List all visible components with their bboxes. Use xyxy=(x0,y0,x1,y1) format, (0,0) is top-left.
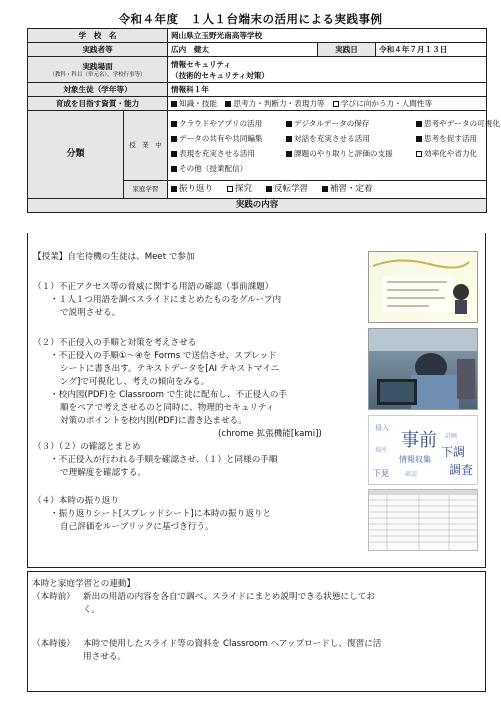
during-options xyxy=(168,111,500,181)
home-options xyxy=(168,181,487,199)
step-4-title: （４）本時の振り返り xyxy=(33,496,119,506)
option-label: 知識・技能 xyxy=(179,99,217,108)
option-label: 反転学習 xyxy=(274,184,309,194)
during-option-visualize[interactable] xyxy=(416,118,500,129)
step-2-line: シートに書き出す。テキストデータを[AI テキストマイニ xyxy=(60,364,280,374)
checkbox-icon xyxy=(322,186,328,192)
checkbox-icon xyxy=(286,121,292,127)
date-label: 実践日 xyxy=(318,43,376,57)
lesson-intro: 【授業】自宅待機の生徒は、Meet で参加 xyxy=(33,252,195,262)
word-cloud-word: 侵入 xyxy=(375,424,389,432)
option-label: 対話を充実させる活用 xyxy=(294,133,370,143)
option-label: 思考力・判断力・表現力等 xyxy=(233,99,325,108)
option-label: クラウドやアプリの活用 xyxy=(179,118,263,128)
scene-value-2: （技術的セキュリティ対策） xyxy=(171,70,269,80)
during-option-other[interactable] xyxy=(171,163,280,174)
info-table xyxy=(27,28,500,213)
practitioner-label: 実践者等 xyxy=(28,43,168,57)
checkbox-icon xyxy=(171,166,177,172)
checkbox-icon xyxy=(416,151,422,157)
word-cloud-word: 下見 xyxy=(373,469,389,478)
option-label: 探究 xyxy=(235,184,253,194)
checkbox-icon xyxy=(171,101,177,107)
option-label: データの共有や共同編集 xyxy=(179,133,263,143)
option-label: 学びに向かう力・人間性等 xyxy=(340,99,433,108)
checkbox-icon xyxy=(416,121,422,127)
home-option-inquiry[interactable] xyxy=(227,184,252,195)
during-option-assessment[interactable] xyxy=(286,148,410,159)
step-3-title: （３）（２）の確認とまとめ xyxy=(33,442,141,452)
word-cloud-word: 事前 xyxy=(401,430,437,451)
word-cloud-image xyxy=(368,415,478,485)
option-label: 補習・定着 xyxy=(330,184,373,194)
checkbox-icon xyxy=(171,186,177,192)
checkbox-icon xyxy=(266,186,272,192)
slide-image xyxy=(368,251,478,323)
step-4-line: 自己評価をルーブリックに基づき行う。 xyxy=(60,522,214,532)
scene-label-cell xyxy=(28,57,168,83)
after-text-line: 用させる。 xyxy=(83,652,126,662)
checkbox-icon xyxy=(171,151,177,157)
during-option-efficiency[interactable] xyxy=(416,148,500,159)
step-3-line: ・不正侵入が行われる手順を確認させ、（１）と同様の手順 xyxy=(50,455,278,465)
scene-label: 実践場面 xyxy=(82,61,113,71)
word-cloud-word: 場所 xyxy=(375,447,388,454)
before-label: （本時前） xyxy=(32,592,75,602)
option-label: その他（授業配信） xyxy=(179,163,248,173)
scene-value-cell xyxy=(168,57,487,83)
step-3-line: で理解度を確認する。 xyxy=(60,468,146,478)
checkbox-icon xyxy=(416,136,422,142)
checkbox-icon xyxy=(286,136,292,142)
checkbox-icon xyxy=(286,151,292,157)
before-text-line: 新出の用語の内容を各自で調べ、スライドにまとめ説明できる状態にしてお xyxy=(83,592,375,602)
checkbox-icon xyxy=(225,101,231,107)
home-option-review[interactable] xyxy=(171,184,213,195)
home-learning-link-section xyxy=(27,571,486,692)
option-label: 表現を充実させる活用 xyxy=(179,148,255,158)
step-4-line: ・振り返りシート[スプレッドシート]に本時の振り返りと xyxy=(50,509,272,519)
word-cloud-word: 計画 xyxy=(445,433,458,440)
during-option-share[interactable] xyxy=(171,133,280,144)
option-label: 振り返り xyxy=(179,184,214,194)
step-2-line: ング]で可視化し、考えの傾向をみる。 xyxy=(60,377,210,387)
followup-header: 本時と家庭学習との連動】 xyxy=(32,579,136,589)
during-option-dialogue[interactable] xyxy=(286,133,410,144)
ability-options xyxy=(168,97,487,111)
during-option-cloud[interactable] xyxy=(171,118,280,129)
spreadsheet-image xyxy=(368,489,478,551)
after-label: （本時後） xyxy=(32,639,75,649)
target-value: 情報科１年 xyxy=(168,83,487,97)
after-text-line: 本時で使用したスライド等の資料を Classroom へアップロードし、復習に活 xyxy=(83,639,382,649)
during-option-expression[interactable] xyxy=(171,148,280,159)
ability-knowledge-option[interactable] xyxy=(171,98,217,109)
target-label: 対象生徒（学年等） xyxy=(28,83,168,97)
step-1-line: で説明させる。 xyxy=(60,308,121,318)
checkbox-icon xyxy=(333,101,339,107)
practitioner-value: 広内 健太 xyxy=(168,43,318,57)
classroom-photo xyxy=(368,328,478,410)
option-label: デジタルデータの保存 xyxy=(294,118,370,128)
ability-thinking-option[interactable] xyxy=(225,98,324,109)
option-label: 課題のやり取りと評価の支援 xyxy=(294,148,393,158)
page-title: 令和４年度 １人１台端末の活用による実践事例 xyxy=(118,12,383,26)
word-cloud-word: 調査 xyxy=(449,463,474,477)
step-1-title: （１）不正アクセス等の脅威に関する用語の確認（事前課題） xyxy=(33,282,274,292)
ability-attitude-option[interactable] xyxy=(333,98,432,109)
scene-note: （教科・科目（単元名）、学校行事等） xyxy=(49,71,146,78)
word-cloud-word: 確認 xyxy=(405,471,418,478)
scene-value-1: 情報セキュリティ xyxy=(171,59,231,69)
step-2-line: ・校内図(PDF)を Classroom で生徒に配布し、不正侵入の手 xyxy=(50,390,288,400)
during-option-thinking[interactable] xyxy=(416,133,500,144)
home-option-flipped[interactable] xyxy=(266,184,308,195)
school-label: 学 校 名 xyxy=(28,29,168,43)
checkbox-icon xyxy=(227,186,233,192)
content-body xyxy=(27,233,486,568)
step-2-line: 順をペアで考えさせるのと同時に、物理的セキュリティ xyxy=(60,403,275,413)
class-label: 分類 xyxy=(28,111,124,199)
school-value: 岡山県立玉野光南高等学校 xyxy=(168,29,487,43)
during-option-storage[interactable] xyxy=(286,118,410,129)
before-text-line: く。 xyxy=(83,605,101,615)
option-label: 思考やデータの可視化 xyxy=(424,118,500,128)
option-label: 思考を促す活用 xyxy=(424,133,478,143)
home-option-remedial[interactable] xyxy=(322,184,373,195)
checkbox-icon xyxy=(171,136,177,142)
date-value: 令和４年７月１３日 xyxy=(376,43,487,57)
step-2-line: 対策のポイントを校内図(PDF)に書き込ませる。 xyxy=(60,416,247,426)
word-cloud-word: 下調 xyxy=(441,445,466,459)
checkbox-icon xyxy=(171,121,177,127)
word-cloud-word: 情報収集 xyxy=(399,455,431,464)
home-label: 家庭学習 xyxy=(124,181,168,199)
step-2-tool-note: (chrome 拡張機能[kami]) xyxy=(218,429,322,439)
content-header: 実践の内容 xyxy=(28,199,487,213)
option-label: 効率化や省力化 xyxy=(424,148,478,158)
ability-label: 育成を目指す資質・能力 xyxy=(28,97,168,111)
during-label: 授 業 中 xyxy=(124,111,168,181)
step-2-title: （２）不正侵入の手順と対策を考えさせる xyxy=(33,338,197,348)
step-2-line: ・不正侵入の手順①～④を Forms で送信させ、スプレッド xyxy=(50,351,277,361)
step-1-line: ・１人１つ用語を調べスライドにまとめたものをグループ内 xyxy=(50,295,282,305)
